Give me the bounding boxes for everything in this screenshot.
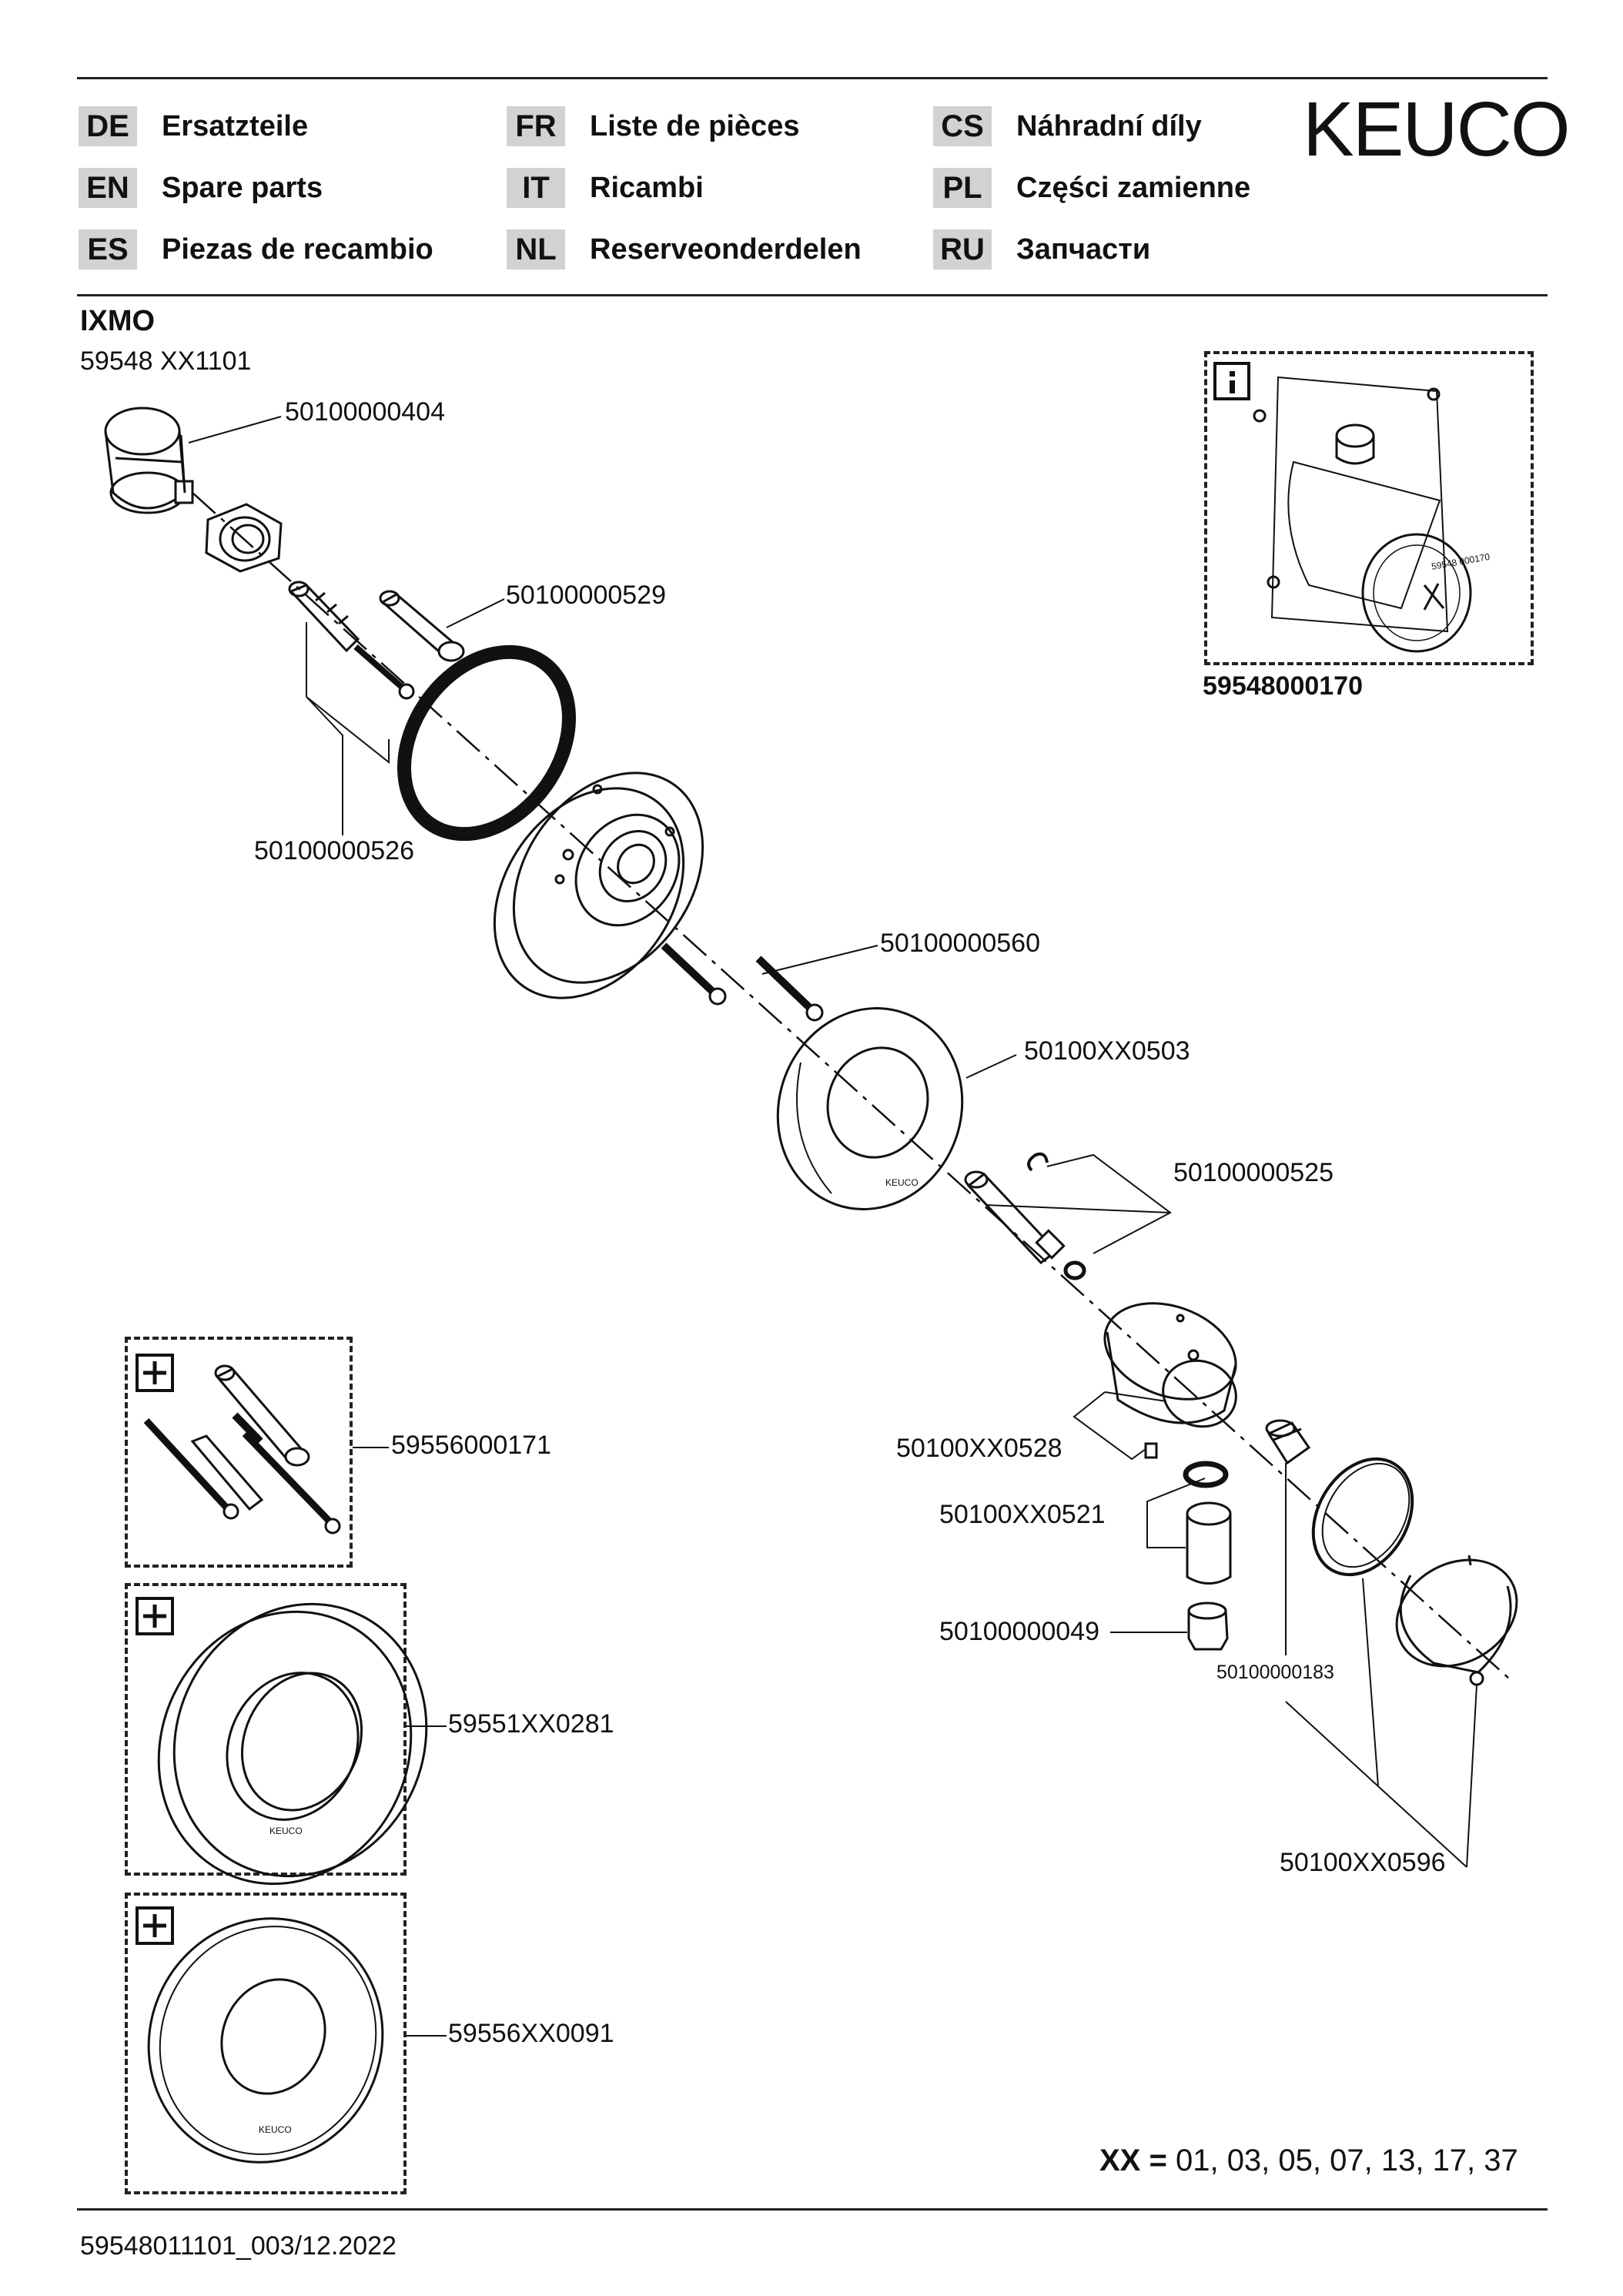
lang-label: Ricambi: [590, 171, 704, 204]
rosette: [750, 982, 990, 1236]
lang-label: Reserveonderdelen: [590, 233, 862, 266]
lang-code: NL: [507, 229, 565, 269]
part-number: 50100000529: [506, 581, 667, 610]
rosette-brand-mark: KEUCO: [269, 1826, 303, 1836]
part-number: 50100000525: [1173, 1158, 1334, 1187]
leader-503: [966, 1055, 1016, 1078]
lang-label: Запчасти: [1016, 233, 1151, 266]
plus-icon: [137, 1598, 172, 1634]
lang-code: EN: [79, 168, 137, 208]
adapter: [1189, 1603, 1227, 1649]
color-code-legend: [1099, 2144, 1518, 2178]
leader-404: [189, 417, 281, 443]
long-screws: [664, 946, 822, 1020]
part-number: 50100XX0596: [1280, 1848, 1446, 1877]
part-number: 50100000560: [880, 929, 1041, 958]
accessory-part-number: 59556XX0091: [448, 2019, 614, 2048]
lang-label: Liste de pièces: [590, 109, 800, 142]
plus-icon: [137, 1355, 172, 1391]
brand-logo: KEUCO: [1303, 86, 1569, 172]
leader-596: [1286, 1578, 1477, 1867]
part-number: 50100000526: [254, 836, 415, 865]
accessory-part-number: 59551XX0281: [448, 1709, 614, 1739]
sleeve: [1187, 1503, 1230, 1584]
lang-code: CS: [933, 106, 992, 146]
lang-code: DE: [79, 106, 137, 146]
rosette-brand-mark: KEUCO: [885, 1177, 919, 1188]
lang-label: Części zamienne: [1016, 171, 1251, 204]
valve-body-illustration: [1254, 377, 1471, 651]
o-ring-small: [1186, 1464, 1226, 1485]
info-icon: [1215, 363, 1249, 399]
handle-sleeve: [1091, 1286, 1249, 1436]
accessory-screws-drawing: [146, 1366, 340, 1533]
leader-521: [1147, 1478, 1205, 1548]
valve-body-label: 59548 000170: [1431, 551, 1491, 572]
lang-label: Ersatzteile: [162, 109, 309, 142]
lang-label: Spare parts: [162, 171, 323, 204]
set-screw: [1146, 1444, 1156, 1458]
lang-code: FR: [507, 106, 565, 146]
plus-icon: [137, 1908, 172, 1943]
lang-code: IT: [507, 168, 565, 208]
lang-code: ES: [79, 229, 137, 269]
lang-code: RU: [933, 229, 992, 269]
lang-code: PL: [933, 168, 992, 208]
document-number: 59548011101_003/12.2022: [80, 2231, 397, 2261]
part-number: 50100XX0503: [1024, 1036, 1190, 1066]
cartridge: [105, 408, 192, 513]
xx-label: XX =: [1099, 2144, 1167, 2177]
part-number: 50100XX0521: [939, 1500, 1106, 1529]
lang-label: Piezas de recambio: [162, 233, 433, 266]
part-number: 50100000183: [1216, 1662, 1334, 1683]
accessory-part-number: 59556000171: [391, 1431, 552, 1460]
knob: [1377, 1539, 1536, 1688]
leader-560: [762, 946, 878, 974]
product-name: IXMO: [80, 305, 156, 337]
assembly-axis: [192, 493, 1509, 1678]
splined-adapter: [1267, 1421, 1309, 1463]
spindle: [965, 1154, 1084, 1278]
leader-529: [447, 599, 504, 628]
product-model: 59548 XX1101: [80, 346, 252, 376]
rosette-brand-mark: KEUCO: [259, 2124, 292, 2135]
leader-526: [306, 622, 389, 835]
thin-screw: [356, 647, 413, 698]
part-number: 50100000049: [939, 1617, 1100, 1646]
part-number: 50100XX0528: [896, 1434, 1062, 1463]
o-ring-large: [370, 621, 603, 866]
xx-values: 01, 03, 05, 07, 13, 17, 37: [1175, 2144, 1518, 2177]
spline-pin: [289, 582, 358, 651]
info-part-number: 59548000170: [1203, 671, 1364, 701]
mounting-plate: [456, 737, 742, 1034]
part-number: 50100000404: [285, 397, 446, 427]
clip-ring: [1293, 1441, 1432, 1593]
lang-label: Náhradní díly: [1016, 109, 1202, 142]
